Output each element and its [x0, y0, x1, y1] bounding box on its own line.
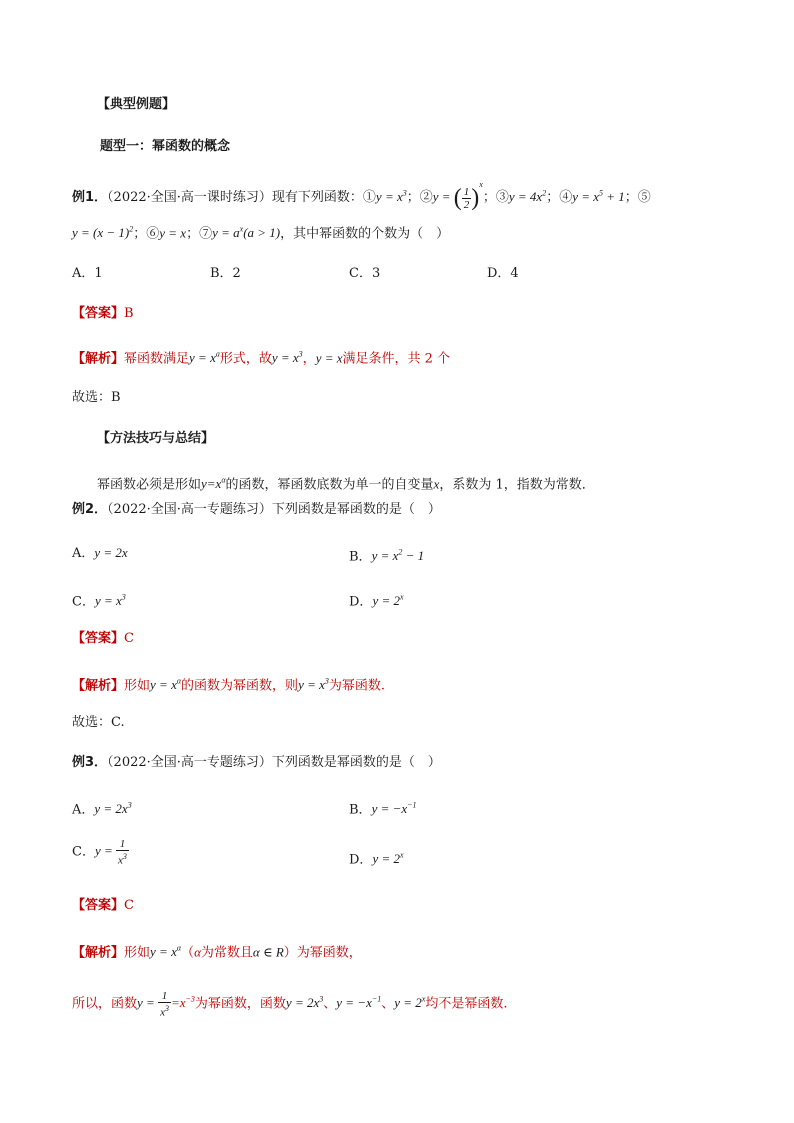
- ex2-answer: [72, 629, 134, 649]
- ex3-answer: [72, 896, 134, 916]
- ex1-f5: $y = (x - 1)^2$: [72, 225, 134, 241]
- ex3-analysis-label: 【解析】: [72, 945, 125, 961]
- ex2-analysis: 【解析】形如$y = x^\alpha$的函数为幂函数，则$y = x^3$为幂函数.: [72, 677, 386, 694]
- ex1-answer: [72, 304, 134, 324]
- ex3-answer-label: 【答案】: [72, 898, 125, 913]
- ex2-label: 例2．: [72, 502, 108, 517]
- ex1-f4: $y = x^5 + 1$: [572, 188, 625, 204]
- ex3-line2-frac: y = $\frac{1}{x^3}$: [137, 990, 169, 1019]
- ex2-option-c: C．$y = x^3$: [72, 593, 126, 610]
- method-formula: $y=x^\alpha$: [201, 476, 226, 492]
- ex2-choose: 故选：C.: [72, 715, 125, 730]
- ex1-item3: ；③: [482, 190, 509, 205]
- ex2-analysis-f1: $y = x^\alpha$: [150, 677, 182, 693]
- ex1-option-d: D．4: [487, 266, 519, 281]
- method-var: x: [433, 476, 440, 492]
- ex2-answer-label: 【答案】: [72, 631, 125, 646]
- ex3-option-b: B．$y = -x^{-1}$: [349, 801, 417, 818]
- ex2-analysis-f2: $y = x^3$: [298, 677, 329, 693]
- ex1-item4: ；④: [546, 190, 573, 205]
- ex1-answer-label: 【答案】: [72, 306, 125, 321]
- ex1-question-line1: [72, 175, 651, 211]
- ex2-option-d: D．$y = 2^x$: [349, 593, 404, 610]
- ex3-label: 例3．: [72, 755, 108, 770]
- ex3-answer-value: C: [124, 898, 134, 913]
- ex3-analysis-line1: 【解析】形如$y = x^\alpha(\alpha$为常数且α ∈ R）为幂函数，: [72, 944, 362, 961]
- ex1-analysis-label: 【解析】: [72, 351, 125, 367]
- ex1-question-line2: [72, 220, 449, 244]
- ex2-answer-value: C: [124, 631, 134, 646]
- ex1-analysis-f3: y = x: [315, 350, 343, 366]
- ex3-option-c: C．y = $\frac{1}{x^3}$: [72, 838, 127, 867]
- ex1-answer-value: B: [124, 306, 134, 321]
- ex1-analysis-f1: $y = x^a$: [189, 350, 220, 366]
- ex1-tail: ，其中幂函数的个数为（ ）: [280, 226, 450, 242]
- method-heading: 【方法技巧与总结】: [97, 431, 215, 446]
- ex1-item7: ；⑦: [186, 226, 213, 242]
- ex1-item5: ；⑤: [624, 190, 651, 205]
- ex3-line2-f2: $y = -x^{-1}$: [336, 995, 382, 1011]
- ex1-f6: y = x: [159, 225, 187, 241]
- ex1-f3: $y = 4x^2$: [508, 188, 547, 204]
- ex3-question: [72, 753, 441, 773]
- ex1-analysis: 【解析】幂函数满足$y = x^a$形式，故$y = x^3$，y = x满足条件，共 2 个: [72, 350, 451, 367]
- ex3-analysis-line2: 所以，函数y = $\frac{1}{x^3}$ $=x^{-3}$为幂函数，函数$y = 2x^3$、$y = -x^{-1}$、$y = 2^x$均不是幂函数.: [72, 990, 508, 1019]
- ex1-item1: ①: [362, 190, 376, 205]
- ex1-option-a: A．1: [72, 266, 103, 281]
- ex2-source: （2022·全国·高一专题练习）下列函数是幂函数的是（ ）: [107, 502, 441, 517]
- ex1-f7: $y = a^x(a > 1)$: [212, 225, 281, 241]
- ex1-choose: 故选：B: [72, 390, 121, 405]
- ex1-label: 例1．: [72, 190, 108, 205]
- type1-heading: 题型一：幂函数的概念: [100, 139, 231, 154]
- ex1-item6: ；⑥: [133, 226, 160, 242]
- ex2-question: [72, 500, 441, 520]
- ex1-f1: $y = x^3$: [375, 188, 407, 204]
- ex3-line2-f1: $y = 2x^3$: [285, 995, 324, 1011]
- ex2-option-b: B．$y = x^2 - 1$: [349, 548, 425, 565]
- ex2-analysis-label: 【解析】: [72, 678, 125, 694]
- ex1-option-c: C．3: [349, 266, 381, 281]
- ex3-source: （2022·全国·高一专题练习）下列函数是幂函数的是（ ）: [107, 755, 441, 770]
- ex1-analysis-f2: $y = x^3$: [271, 350, 303, 366]
- ex1-item2: ；②: [406, 190, 433, 205]
- ex1-f2: y = ( $\frac{1}{2}$ )$^x$: [432, 180, 483, 212]
- ex3-analysis-f1: $y = x^\alpha$: [150, 944, 182, 960]
- method-text: 幂函数必须是形如$y=x^\alpha$的函数，幂函数底数为单一的自变量x，系数为 1，指数为常数．: [97, 476, 595, 493]
- ex3-option-a: A．$y = 2x^3$: [72, 801, 132, 818]
- ex3-line2-f3: $y = 2^x$: [394, 995, 426, 1011]
- section-heading: 【典型例题】: [97, 97, 176, 112]
- ex1-option-b: B．2: [210, 266, 241, 281]
- ex2-option-a: A．y = 2x: [72, 545, 128, 561]
- ex3-option-d: D．$y = 2^x$: [349, 851, 404, 868]
- ex1-source: （2022·全国·高一课时练习）现有下列函数：: [107, 190, 363, 205]
- ex3-analysis-cond: α ∈ R: [252, 944, 284, 960]
